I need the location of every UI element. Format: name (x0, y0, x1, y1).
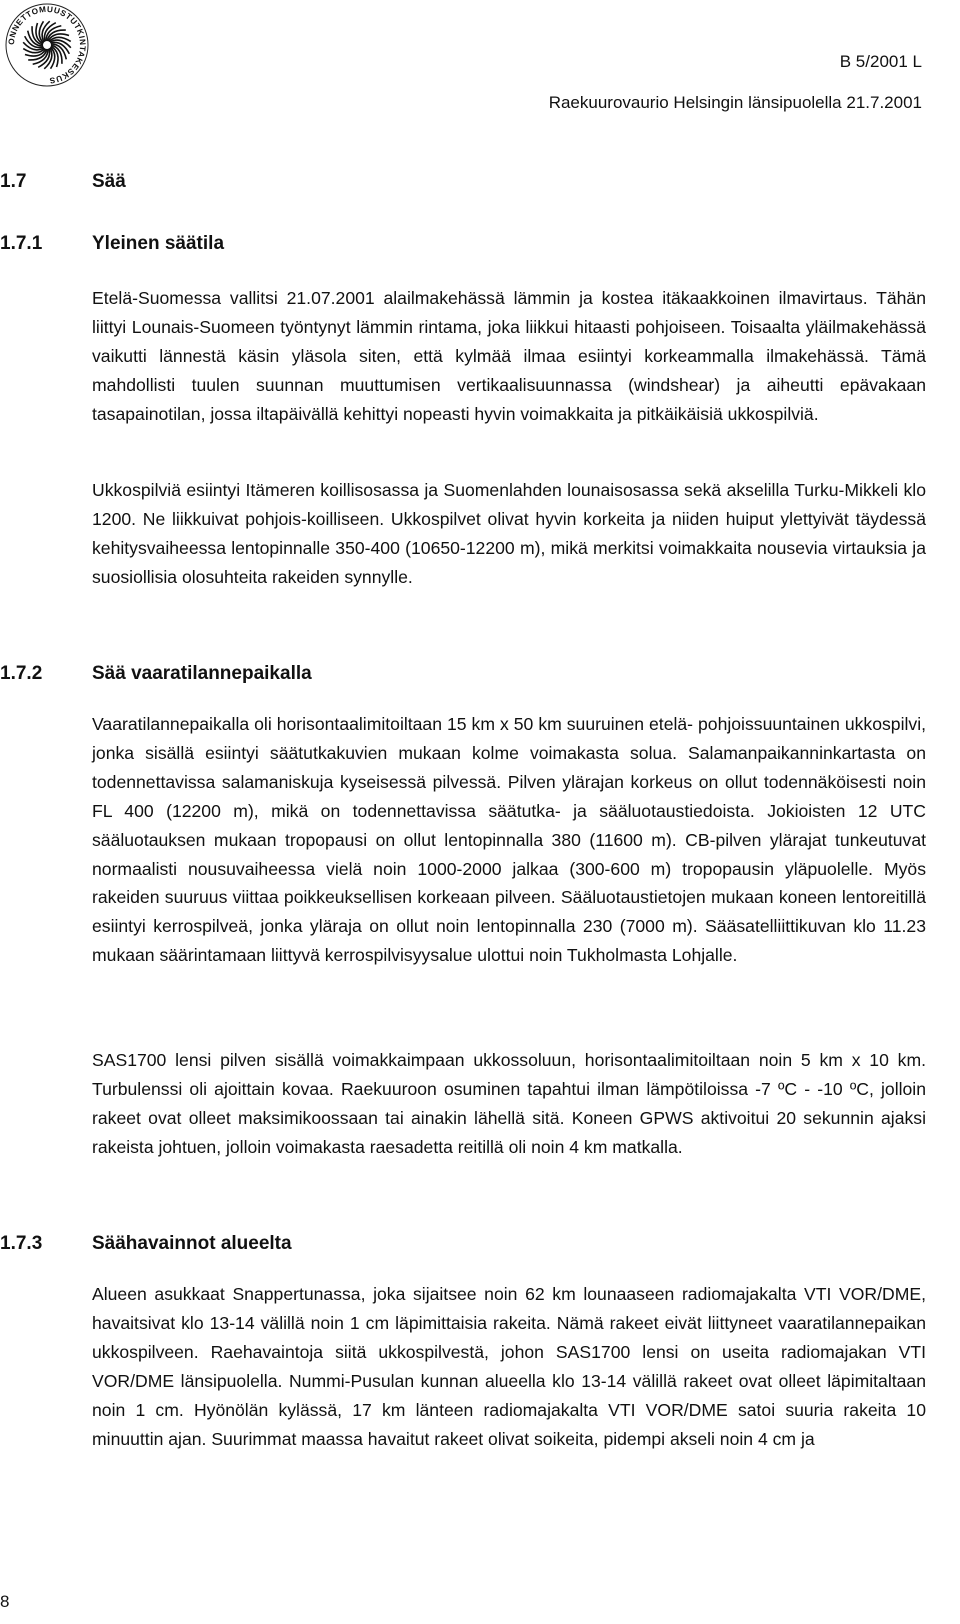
svg-text:ONNETTOMUUSTUTKINTAKESKUS: ONNETTOMUUSTUTKINTAKESKUS (6, 4, 88, 86)
subsection-title: Säähavainnot alueelta (92, 1233, 292, 1254)
paragraph: SAS1700 lensi pilven sisällä voimakkaimpaan ukkossoluun, horisontaalimitoiltaan noin 5 km x 10 km. Turbulenssi oli ajoittain kovaa. Raekuuroon osuminen tapahtui ilman lämpötiloissa -7 ºC - -10 ºC, jolloin rakeet ovat olleet maksimikoossaan tai ainakin lähellä sitä. Koneen GPWS aktivoitui 20 sekunnin ajaksi rakeista johtuen, jolloin voimakasta raesadetta reitillä oli noin 4 km matkalla. (92, 1050, 926, 1157)
report-code: B 5/2001 L (839, 52, 922, 71)
paragraph: Ukkospilviä esiintyi Itämeren koillisosassa ja Suomenlahden lounaisosassa sekä akselilla Turku-Mikkeli klo 1200. Ne liikkuivat pohjois-koilliseen. Ukkospilvet olivat hyvin korkeita ja niiden huiput ylettyivät täydessä kehitysvaiheessa lentopinnalle 350-400 (10650-12200 m), mikä merkitsi voimakkaita nousevia virtauksia ja suosiollisia olosuhteita rakeiden synnylle. (92, 480, 926, 587)
paragraph: Vaaratilannepaikalla oli horisontaalimitoiltaan 15 km x 50 km suuruinen etelä- pohjoissuuntainen ukkospilvi, jonka sisällä esiintyi säätutkakuvien mukaan kolme voimakasta solua. Salamanpaikanninkartasta on todennettavissa salamaniskuja kyseisessä pilvessä. Pilven ylärajan korkeus on ollut todennäköisesti noin FL 400 (12200 m), mikä on todennettavissa säätutka- ja sääluotaustiedoista. Jokioisten 12 UTC sääluotauksen mukaan tropopausi on ollut lentopinnalla 380 (11600 m). CB-pilven ylärajat tunkeutuvat normaalisti nousuvaiheessa vielä noin 1000-2000 jalkaa (300-600 m) tropopausin yläpuolelle. Myös rakeiden suuruus viittaa poikkeuksellisen korkeaan pilveen. Sääluotaustietojen mukaan koneen lentoreitillä esiintyi kerrospilveä, jonka yläraja on ollut noin lentopinnalla 230 (7000 m). Sääsatelliittikuvan klo 11.23 mukaan säärintamaan liittyvä kerrospilvisyysalue ulottui noin Tukholmasta Lohjalle. (92, 714, 926, 966)
subsection-title: Yleinen säätila (92, 233, 225, 254)
subsection-number: 1.7.1 (0, 233, 43, 254)
paragraph: Etelä-Suomessa vallitsi 21.07.2001 alailmakehässä lämmin ja kostea itäkaakkoinen ilmavirtaus. Tähän liittyi Lounais-Suomeen työntynyt lämmin rintama, joka liikkui hitaasti pohjoiseen. Toisaalta yläilmakehässä vaikutti lännestä käsin yläsola siten, että kylmää ilmaa esiintyi korkeammalla ilmakehässä. Tämä mahdollisti tuulen suunnan muuttumisen vertikaalisuunnassa (windshear) ja aiheutti epävakaan tasapainotilan, jossa iltapäivällä kehittyi nopeasti hyvin voimakkaita ja pitkäikäisiä ukkospilviä. (92, 288, 926, 424)
page-number: 8 (0, 1592, 10, 1611)
logo-swirl-emblem (23, 21, 71, 69)
subsection-number: 1.7.3 (0, 1233, 43, 1254)
paragraph: Alueen asukkaat Snappertunassa, joka sijaitsee noin 62 km lounaaseen radiomajakalta VTI VOR/DME, havaitsivat klo 13-14 välillä noin 1 cm läpimittaisia rakeita. Nämä rakeet eivät liittyneet vaaratilannepaikan ukkospilveen. Raehavaintoja siitä ukkospilvestä, johon SAS1700 lensi on useita radiomajakan VTI VOR/DME länsipuolella. Nummi-Pusulan kunnan alueella klo 13-14 välillä rakeet ovat olleet läpimitaltaan noin 1 cm. Hyönölän kylässä, 17 km länteen radiomajakalta VTI VOR/DME satoi suuria rakeita 10 minuuttin ajan. Suurimmat maassa havaitut rakeet olivat soikeita, pidempi akseli noin 4 cm ja (92, 1284, 926, 1449)
section-number: 1.7 (0, 171, 27, 192)
section-title: Sää (92, 171, 126, 192)
subsection-number: 1.7.2 (0, 663, 43, 684)
report-title: Raekuurovaurio Helsingin länsipuolella 21.7.2001 (548, 93, 922, 112)
subsection-title: Sää vaaratilannepaikalla (92, 663, 312, 684)
agency-logo (4, 2, 90, 88)
